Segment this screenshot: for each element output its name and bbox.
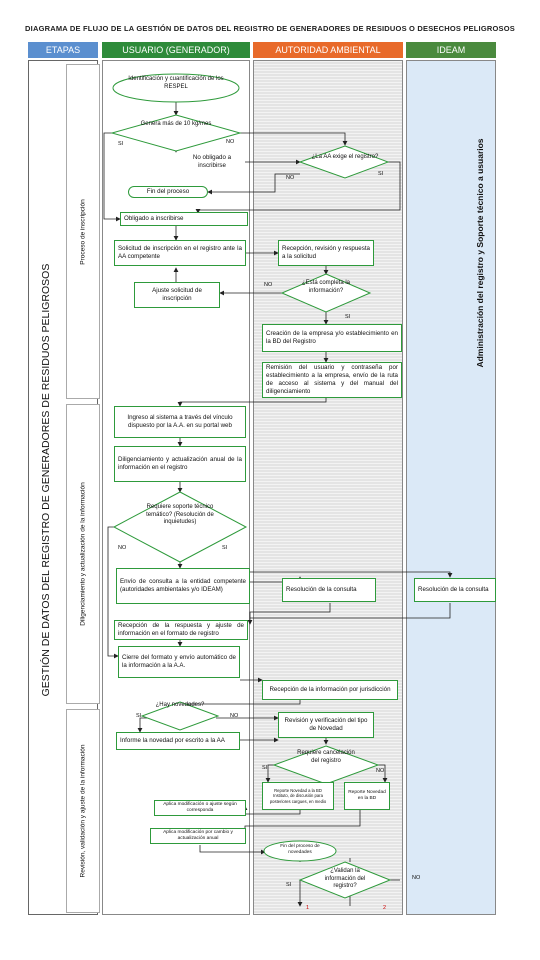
node-d7: ¿Validan la información del registro? bbox=[324, 868, 366, 889]
node-aplica2: Aplica modificación por cambio y actualización anual bbox=[150, 828, 246, 844]
node-ingreso: Ingreso al sistema a través del vínculo dispuesto por la A.A. en su portal web bbox=[114, 406, 246, 438]
node-fin1: Fin del proceso bbox=[128, 186, 208, 198]
node-d5: ¿Hay novedades? bbox=[155, 702, 205, 708]
node-rep-ideam: Reporte Novedad a la BD Instituto, de discusión para posteriores cargues, en medio bbox=[262, 782, 334, 810]
decision-d2 bbox=[300, 146, 388, 178]
label-d5-si: SI bbox=[136, 713, 142, 719]
label-d3-no: NO bbox=[264, 282, 273, 288]
label-d1-no: NO bbox=[226, 139, 235, 145]
node-informe: Informe la novedad por escrito a la AA bbox=[116, 732, 240, 750]
node-fin2: Fin del proceso de novedades bbox=[280, 844, 320, 855]
node-d2: ¿La AA exige el registro? bbox=[311, 154, 379, 160]
node-d6: Requiere cancelación del registro bbox=[297, 750, 355, 764]
node-recepcion: Recepción, revisión y respuesta a la solicitud bbox=[278, 240, 374, 266]
node-d3: ¿Está completa la información? bbox=[301, 280, 351, 294]
node-remision: Remisión del usuario y contraseña por establecimiento a la empresa, envío de la ruta de acceso al sistema y del manual del diligenciamiento bbox=[262, 362, 402, 398]
sidebar-title: GESTIÓN DE DATOS DEL REGISTRO DE GENERADORES DE RESIDUOS PELIGROSOS bbox=[40, 263, 52, 697]
node-res-aa: Resolución de la consulta bbox=[282, 578, 376, 602]
header-ideam: IDEAM bbox=[406, 42, 496, 58]
node-revision: Revisión y verificación del tipo de Novedad bbox=[278, 712, 374, 738]
node-creacion: Creación de la empresa y/o establecimiento en la BD del Registro bbox=[262, 324, 402, 352]
ideam-lane-label: Administración del registro y Soporte técnico a usuarios bbox=[475, 138, 485, 368]
label-d2-no: NO bbox=[286, 175, 295, 181]
node-ajuste: Ajuste solicitud de inscripción bbox=[134, 282, 220, 308]
node-cierre: Cierre del formato y envío automático de la información a la A.A. bbox=[118, 646, 240, 678]
node-res-ideam: Resolución de la consulta bbox=[414, 578, 496, 602]
connector-1: 1 bbox=[306, 905, 310, 911]
label-d4-si: SI bbox=[222, 545, 228, 551]
stage-label-revision: Revisión, validación y ajuste de la información bbox=[79, 744, 87, 878]
label-d7-no: NO bbox=[412, 875, 421, 881]
node-diligenciamiento: Diligenciamiento y actualización anual de la información en el registro bbox=[114, 446, 246, 482]
stage-label-diligenciamiento: Diligenciamiento y actualización de la información bbox=[79, 482, 87, 626]
node-recep-info: Recepción de la información por jurisdicción bbox=[262, 680, 398, 700]
stage-label-inscripcion: Proceso de inscripción bbox=[79, 199, 87, 265]
label-d7-si: SI bbox=[286, 882, 292, 888]
node-envio: Envío de consulta a la entidad competente (autoridades ambientales y/o IDEAM) bbox=[116, 568, 250, 604]
header-usuario: USUARIO (GENERADOR) bbox=[102, 42, 250, 58]
header-etapas: ETAPAS bbox=[28, 42, 98, 58]
label-d2-si: SI bbox=[378, 171, 384, 177]
node-d1: Genera más de 10 kg/mes bbox=[140, 121, 212, 127]
node-rep-bd: Reporte Novedad en la BD bbox=[344, 782, 390, 810]
label-d1-si: SI bbox=[118, 141, 124, 147]
node-aplica1: Aplica modificación o ajuste según corresponda bbox=[154, 800, 246, 816]
node-recepcion-resp: Recepción de la respuesta y ajuste de información en el formato de registro bbox=[114, 620, 248, 640]
diagram-title: DIAGRAMA DE FLUJO DE LA GESTIÓN DE DATOS DEL REGISTRO DE GENERADORES DE RESIDUOS O DESECHOS PELIGROSOS bbox=[25, 24, 515, 33]
decision-d4 bbox=[114, 492, 246, 562]
label-d5-no: NO bbox=[230, 713, 239, 719]
node-start: Identificación y cuantificación de los RESPEL bbox=[128, 76, 224, 90]
label-d6-si: SI bbox=[262, 765, 268, 771]
node-obligado: Obligado a inscribirse bbox=[120, 212, 248, 226]
node-d4: Requiere soporte técnico temático? (Resolución de inquietudes) bbox=[146, 504, 214, 525]
node-no-obligado: No obligado a inscribirse bbox=[192, 154, 232, 169]
label-d3-si: SI bbox=[345, 314, 351, 320]
header-autoridad: AUTORIDAD AMBIENTAL bbox=[253, 42, 403, 58]
connector-2: 2 bbox=[383, 905, 387, 911]
label-d6-no: NO bbox=[376, 768, 385, 774]
label-d4-no: NO bbox=[118, 545, 127, 551]
node-solicitud: Solicitud de inscripción en el registro ante la AA competente bbox=[114, 240, 246, 266]
